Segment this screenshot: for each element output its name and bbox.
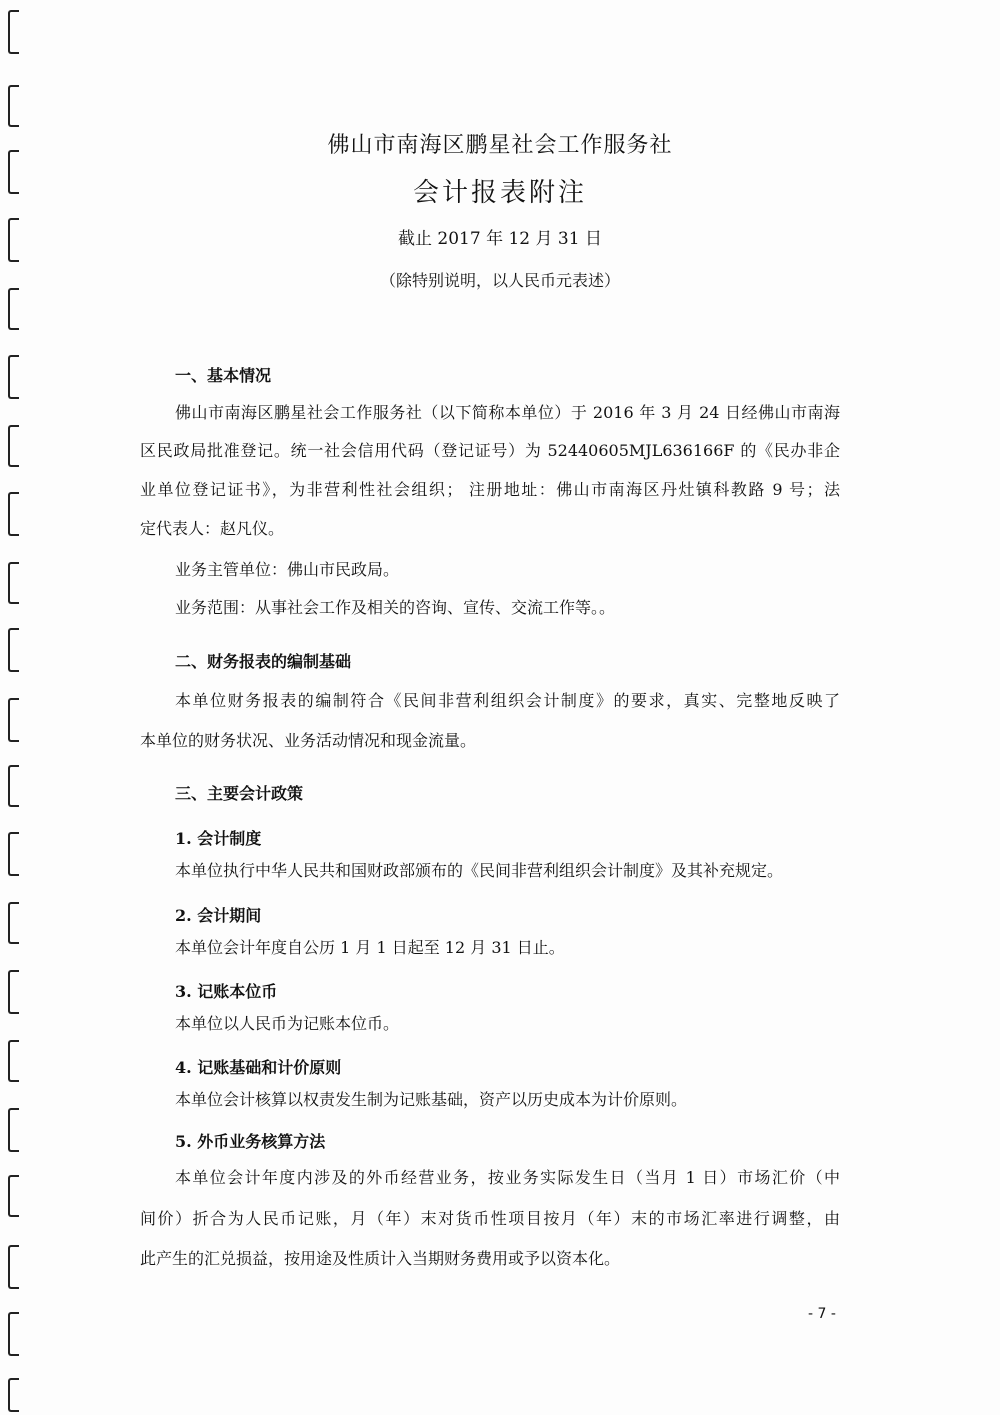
binding-mark — [8, 85, 19, 127]
paragraph-line: 本单位财务报表的编制符合《民间非营利组织会计制度》的要求，真实、完整地反映了 — [175, 691, 840, 710]
section-heading-basis: 二、财务报表的编制基础 — [175, 652, 352, 671]
currency-note: （除特别说明，以人民币元表述） — [379, 271, 620, 290]
paragraph-line: 区民政局批准登记。统一社会信用代码（登记证号）为 52440605MJL636166F 的《民办非企 — [140, 441, 840, 460]
policy-title-basis-valuation: 4. 记账基础和计价原则 — [175, 1058, 342, 1077]
binding-mark — [8, 355, 19, 399]
binding-mark — [8, 1175, 19, 1217]
paragraph-line: 本单位会计年度内涉及的外币经营业务，按业务实际发生日（当月 1 日）市场汇价（中 — [175, 1168, 840, 1187]
binding-mark — [8, 1245, 19, 1289]
binding-mark — [8, 1378, 19, 1412]
document-title: 会计报表附注 — [412, 178, 587, 208]
paragraph-line: 间价）折合为人民币记账，月（年）末对货币性项目按月（年）末的市场汇率进行调整，由 — [140, 1209, 840, 1228]
binding-mark — [8, 1040, 19, 1082]
report-date: 截止 2017 年 12 月 31 日 — [398, 229, 602, 249]
paragraph-line: 定代表人：赵凡仪。 — [140, 519, 285, 538]
page-number: - 7 - — [808, 1306, 836, 1322]
policy-title-currency: 3. 记账本位币 — [175, 982, 278, 1001]
binding-mark — [8, 832, 19, 876]
binding-mark — [8, 10, 19, 54]
paragraph-line: 业单位登记证书》，为非营利性社会组织； 注册地址：佛山市南海区丹灶镇科教路 9 号；法 — [140, 480, 840, 499]
binding-mark — [8, 492, 19, 536]
binding-mark — [8, 425, 19, 467]
scope-line: 业务范围：从事社会工作及相关的咨询、宣传、交流工作等。。 — [175, 598, 616, 617]
policy-title-accounting-period: 2. 会计期间 — [175, 906, 262, 925]
organization-name: 佛山市南海区鹏星社会工作服务社 — [327, 133, 673, 158]
policy-text: 本单位会计年度自公历 1 月 1 日起至 12 月 31 日止。 — [175, 938, 565, 957]
policy-text: 本单位执行中华人民共和国财政部颁布的《民间非营利组织会计制度》及其补充规定。 — [175, 861, 784, 880]
binding-mark — [8, 628, 19, 672]
paragraph-line: 佛山市南海区鹏星社会工作服务社（以下简称本单位）于 2016 年 3 月 24 日经佛山市南海 — [175, 403, 840, 422]
binding-mark — [8, 902, 19, 944]
policy-text: 本单位以人民币为记账本位币。 — [175, 1014, 400, 1033]
binding-mark — [8, 1312, 19, 1356]
paragraph-line: 此产生的汇兑损益，按用途及性质计入当期财务费用或予以资本化。 — [140, 1249, 621, 1268]
policy-text: 本单位会计核算以权责发生制为记账基础，资产以历史成本为计价原则。 — [175, 1090, 688, 1109]
policy-title-accounting-system: 1. 会计制度 — [175, 829, 262, 848]
paragraph-line: 本单位的财务状况、业务活动情况和现金流量。 — [140, 731, 477, 750]
section-heading-basic-info: 一、基本情况 — [175, 366, 272, 385]
binding-mark — [8, 288, 19, 330]
binding-mark — [8, 1108, 19, 1152]
policy-title-foreign-currency: 5. 外币业务核算方法 — [175, 1132, 326, 1151]
binding-mark — [8, 562, 19, 604]
binding-mark — [8, 698, 19, 742]
supervisor-line: 业务主管单位：佛山市民政局。 — [175, 560, 400, 579]
binding-mark — [8, 765, 19, 807]
section-heading-policies: 三、主要会计政策 — [175, 784, 304, 803]
binding-mark — [8, 970, 19, 1014]
